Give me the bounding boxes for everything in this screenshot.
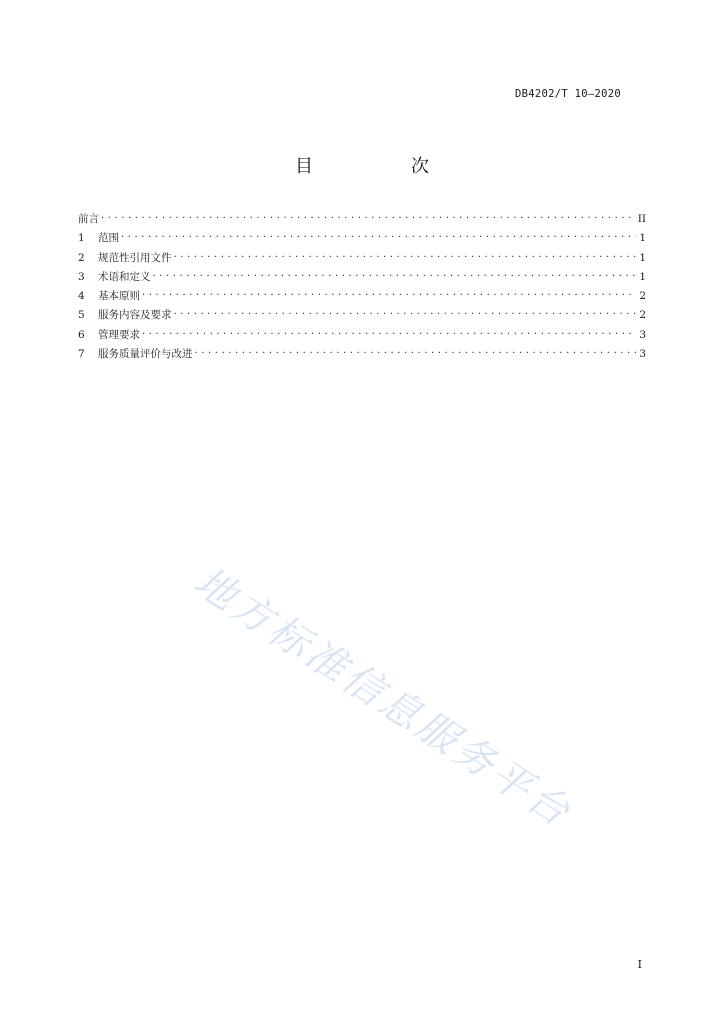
toc-entry-quality-evaluation[interactable] — [78, 345, 646, 364]
toc-entry-label: 范围 — [98, 232, 119, 245]
toc-dot-leader — [174, 306, 637, 318]
toc-entry-preface[interactable] — [78, 210, 646, 229]
toc-dot-leader — [121, 229, 636, 241]
toc-title: 目 次 — [295, 156, 469, 177]
toc-entry-label: 管理要求 — [98, 328, 140, 341]
toc-entry-management-requirements[interactable] — [78, 326, 646, 345]
toc-dot-leader — [142, 326, 636, 338]
toc-dot-leader — [142, 287, 636, 299]
toc-entry-label: 术语和定义 — [98, 270, 151, 283]
toc-entry-page: 1 — [639, 270, 646, 283]
toc-entry-page: 3 — [639, 348, 646, 361]
table-of-contents — [78, 210, 646, 364]
toc-dot-leader — [153, 268, 637, 280]
toc-entry-page: 2 — [639, 309, 646, 322]
document-code: DB4202/T 10—2020 — [515, 88, 621, 100]
watermark: 地方标准信息服务平台 — [186, 558, 581, 838]
toc-entry-scope[interactable] — [78, 229, 646, 248]
toc-entry-label: 前言 — [78, 213, 99, 225]
toc-entry-service-content[interactable] — [78, 306, 646, 325]
toc-entry-number: 3 — [78, 270, 85, 283]
toc-entry-number: 7 — [78, 348, 85, 361]
toc-entry-page: 1 — [639, 251, 646, 264]
toc-entry-page: 3 — [639, 328, 646, 341]
toc-entry-terms-definitions[interactable] — [78, 268, 646, 287]
toc-dot-leader — [195, 345, 637, 357]
toc-entry-page: 2 — [639, 290, 646, 303]
toc-entry-number: 5 — [78, 309, 85, 322]
toc-dot-leader — [101, 210, 636, 222]
page-number: I — [637, 958, 642, 971]
toc-entry-number: 2 — [78, 251, 85, 264]
toc-entry-label: 基本原则 — [98, 290, 140, 303]
toc-entry-number: 4 — [78, 290, 85, 303]
toc-entry-number: 6 — [78, 328, 85, 341]
toc-entry-page: II — [637, 213, 646, 225]
toc-entry-basic-principles[interactable] — [78, 287, 646, 306]
toc-entry-label: 服务质量评价与改进 — [98, 348, 193, 361]
toc-dot-leader — [174, 249, 637, 261]
toc-entry-number: 1 — [78, 232, 85, 245]
toc-entry-label: 服务内容及要求 — [98, 309, 172, 322]
toc-entry-label: 规范性引用文件 — [98, 251, 172, 264]
toc-entry-normative-references[interactable] — [78, 249, 646, 268]
toc-entry-page: 1 — [639, 232, 646, 245]
